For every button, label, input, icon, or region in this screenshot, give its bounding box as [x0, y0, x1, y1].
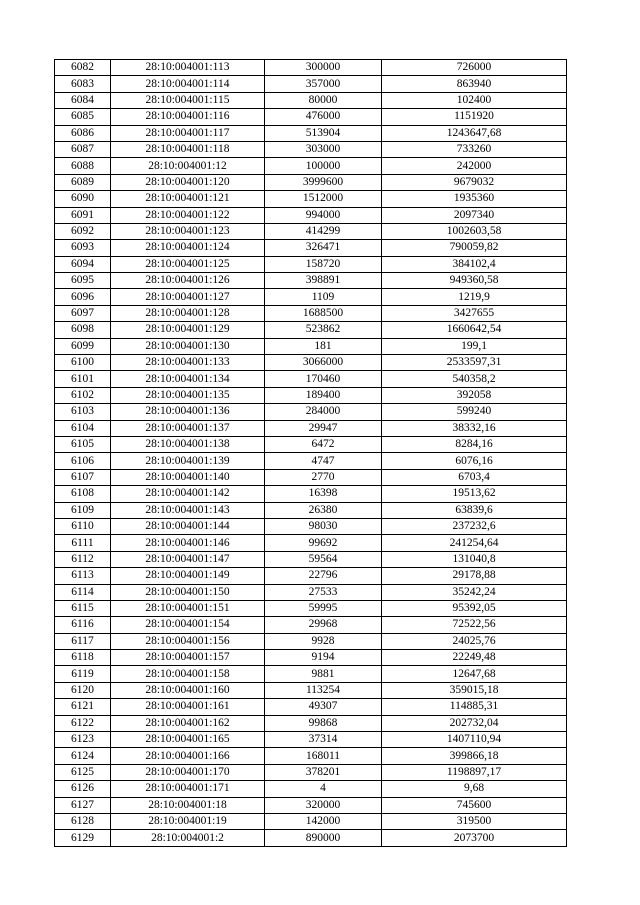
value-cell: 9,68	[382, 781, 567, 797]
area-cell: 9881	[265, 666, 382, 682]
area-cell: 100000	[265, 158, 382, 174]
row-number-cell: 6121	[55, 699, 111, 715]
row-number-cell: 6124	[55, 748, 111, 764]
table-row	[55, 699, 567, 715]
value-cell: 790059,82	[382, 240, 567, 256]
area-cell: 158720	[265, 256, 382, 272]
cadastral-number-cell: 28:10:004001:150	[111, 584, 265, 600]
table-row	[55, 76, 567, 92]
value-cell: 1407110,94	[382, 732, 567, 748]
value-cell: 1219,9	[382, 289, 567, 305]
row-number-cell: 6111	[55, 535, 111, 551]
value-cell: 6703,4	[382, 469, 567, 485]
area-cell: 3999600	[265, 174, 382, 190]
table-row	[55, 273, 567, 289]
area-cell: 1688500	[265, 305, 382, 321]
row-number-cell: 6092	[55, 223, 111, 239]
row-number-cell: 6115	[55, 600, 111, 616]
value-cell: 35242,24	[382, 584, 567, 600]
value-cell: 29178,88	[382, 568, 567, 584]
value-cell: 102400	[382, 92, 567, 108]
table-row	[55, 338, 567, 354]
area-cell: 890000	[265, 830, 382, 846]
cadastral-number-cell: 28:10:004001:171	[111, 781, 265, 797]
cadastral-number-cell: 28:10:004001:116	[111, 109, 265, 125]
table-row	[55, 289, 567, 305]
table-row	[55, 453, 567, 469]
value-cell: 114885,31	[382, 699, 567, 715]
value-cell: 949360,58	[382, 273, 567, 289]
row-number-cell: 6084	[55, 92, 111, 108]
row-number-cell: 6114	[55, 584, 111, 600]
table-body	[55, 60, 567, 847]
value-cell: 733260	[382, 141, 567, 157]
area-cell: 99692	[265, 535, 382, 551]
area-cell: 98030	[265, 518, 382, 534]
area-cell: 326471	[265, 240, 382, 256]
cadastral-number-cell: 28:10:004001:165	[111, 732, 265, 748]
value-cell: 8284,16	[382, 436, 567, 452]
value-cell: 863940	[382, 76, 567, 92]
row-number-cell: 6096	[55, 289, 111, 305]
area-cell: 378201	[265, 764, 382, 780]
area-cell: 4747	[265, 453, 382, 469]
cadastral-number-cell: 28:10:004001:162	[111, 715, 265, 731]
row-number-cell: 6110	[55, 518, 111, 534]
area-cell: 4	[265, 781, 382, 797]
area-cell: 181	[265, 338, 382, 354]
row-number-cell: 6093	[55, 240, 111, 256]
cadastral-number-cell: 28:10:004001:151	[111, 600, 265, 616]
table-row	[55, 256, 567, 272]
value-cell: 392058	[382, 387, 567, 403]
area-cell: 2770	[265, 469, 382, 485]
table-row	[55, 355, 567, 371]
table-row	[55, 486, 567, 502]
row-number-cell: 6117	[55, 633, 111, 649]
value-cell: 1660642,54	[382, 322, 567, 338]
table-row	[55, 305, 567, 321]
area-cell: 513904	[265, 125, 382, 141]
cadastral-number-cell: 28:10:004001:154	[111, 617, 265, 633]
value-cell: 726000	[382, 60, 567, 76]
row-number-cell: 6120	[55, 682, 111, 698]
value-cell: 72522,56	[382, 617, 567, 633]
cadastral-number-cell: 28:10:004001:147	[111, 551, 265, 567]
row-number-cell: 6109	[55, 502, 111, 518]
row-number-cell: 6106	[55, 453, 111, 469]
table-row	[55, 469, 567, 485]
area-cell: 37314	[265, 732, 382, 748]
table-row	[55, 141, 567, 157]
value-cell: 1198897,17	[382, 764, 567, 780]
value-cell: 38332,16	[382, 420, 567, 436]
cadastral-number-cell: 28:10:004001:143	[111, 502, 265, 518]
area-cell: 99868	[265, 715, 382, 731]
table-row	[55, 600, 567, 616]
cadastral-number-cell: 28:10:004001:123	[111, 223, 265, 239]
cadastral-number-cell: 28:10:004001:137	[111, 420, 265, 436]
value-cell: 63839,6	[382, 502, 567, 518]
row-number-cell: 6088	[55, 158, 111, 174]
cadastral-number-cell: 28:10:004001:125	[111, 256, 265, 272]
area-cell: 59564	[265, 551, 382, 567]
area-cell: 523862	[265, 322, 382, 338]
table-row	[55, 715, 567, 731]
row-number-cell: 6118	[55, 650, 111, 666]
row-number-cell: 6089	[55, 174, 111, 190]
value-cell: 95392,05	[382, 600, 567, 616]
area-cell: 1109	[265, 289, 382, 305]
value-cell: 241254,64	[382, 535, 567, 551]
table-row	[55, 633, 567, 649]
cadastral-number-cell: 28:10:004001:115	[111, 92, 265, 108]
row-number-cell: 6095	[55, 273, 111, 289]
area-cell: 29947	[265, 420, 382, 436]
row-number-cell: 6127	[55, 797, 111, 813]
value-cell: 2097340	[382, 207, 567, 223]
area-cell: 113254	[265, 682, 382, 698]
area-cell: 26380	[265, 502, 382, 518]
value-cell: 319500	[382, 813, 567, 829]
row-number-cell: 6097	[55, 305, 111, 321]
table-row	[55, 109, 567, 125]
table-row	[55, 568, 567, 584]
cadastral-number-cell: 28:10:004001:135	[111, 387, 265, 403]
area-cell: 9194	[265, 650, 382, 666]
row-number-cell: 6082	[55, 60, 111, 76]
cadastral-number-cell: 28:10:004001:140	[111, 469, 265, 485]
table-row	[55, 584, 567, 600]
value-cell: 1002603,58	[382, 223, 567, 239]
row-number-cell: 6129	[55, 830, 111, 846]
row-number-cell: 6112	[55, 551, 111, 567]
table-row	[55, 125, 567, 141]
row-number-cell: 6090	[55, 191, 111, 207]
row-number-cell: 6107	[55, 469, 111, 485]
table-row	[55, 240, 567, 256]
row-number-cell: 6122	[55, 715, 111, 731]
table-row	[55, 797, 567, 813]
cadastral-number-cell: 28:10:004001:144	[111, 518, 265, 534]
cadastral-number-cell: 28:10:004001:120	[111, 174, 265, 190]
table-row	[55, 748, 567, 764]
area-cell: 398891	[265, 273, 382, 289]
value-cell: 9679032	[382, 174, 567, 190]
row-number-cell: 6126	[55, 781, 111, 797]
table-row	[55, 387, 567, 403]
value-cell: 242000	[382, 158, 567, 174]
cadastral-number-cell: 28:10:004001:127	[111, 289, 265, 305]
value-cell: 19513,62	[382, 486, 567, 502]
table-row	[55, 502, 567, 518]
table-row	[55, 174, 567, 190]
row-number-cell: 6105	[55, 436, 111, 452]
cadastral-number-cell: 28:10:004001:124	[111, 240, 265, 256]
cadastral-number-cell: 28:10:004001:114	[111, 76, 265, 92]
data-table	[54, 59, 567, 847]
row-number-cell: 6104	[55, 420, 111, 436]
table-row	[55, 617, 567, 633]
table-row	[55, 322, 567, 338]
row-number-cell: 6113	[55, 568, 111, 584]
area-cell: 6472	[265, 436, 382, 452]
area-cell: 168011	[265, 748, 382, 764]
row-number-cell: 6099	[55, 338, 111, 354]
row-number-cell: 6083	[55, 76, 111, 92]
table-row	[55, 764, 567, 780]
value-cell: 1151920	[382, 109, 567, 125]
cadastral-number-cell: 28:10:004001:18	[111, 797, 265, 813]
cadastral-number-cell: 28:10:004001:12	[111, 158, 265, 174]
row-number-cell: 6086	[55, 125, 111, 141]
row-number-cell: 6100	[55, 355, 111, 371]
cadastral-number-cell: 28:10:004001:139	[111, 453, 265, 469]
area-cell: 357000	[265, 76, 382, 92]
area-cell: 300000	[265, 60, 382, 76]
value-cell: 384102,4	[382, 256, 567, 272]
area-cell: 49307	[265, 699, 382, 715]
row-number-cell: 6125	[55, 764, 111, 780]
cadastral-number-cell: 28:10:004001:160	[111, 682, 265, 698]
value-cell: 399866,18	[382, 748, 567, 764]
area-cell: 476000	[265, 109, 382, 125]
row-number-cell: 6123	[55, 732, 111, 748]
table-row	[55, 92, 567, 108]
area-cell: 414299	[265, 223, 382, 239]
row-number-cell: 6119	[55, 666, 111, 682]
area-cell: 320000	[265, 797, 382, 813]
area-cell: 1512000	[265, 191, 382, 207]
row-number-cell: 6108	[55, 486, 111, 502]
table-row	[55, 551, 567, 567]
cadastral-number-cell: 28:10:004001:128	[111, 305, 265, 321]
area-cell: 9928	[265, 633, 382, 649]
value-cell: 2073700	[382, 830, 567, 846]
table-row	[55, 535, 567, 551]
value-cell: 1935360	[382, 191, 567, 207]
area-cell: 994000	[265, 207, 382, 223]
row-number-cell: 6103	[55, 404, 111, 420]
area-cell: 80000	[265, 92, 382, 108]
cadastral-number-cell: 28:10:004001:157	[111, 650, 265, 666]
area-cell: 142000	[265, 813, 382, 829]
value-cell: 6076,16	[382, 453, 567, 469]
table-row	[55, 436, 567, 452]
row-number-cell: 6091	[55, 207, 111, 223]
area-cell: 59995	[265, 600, 382, 616]
table-row	[55, 371, 567, 387]
value-cell: 12647,68	[382, 666, 567, 682]
table-row	[55, 518, 567, 534]
cadastral-number-cell: 28:10:004001:156	[111, 633, 265, 649]
cadastral-number-cell: 28:10:004001:166	[111, 748, 265, 764]
table-row	[55, 813, 567, 829]
row-number-cell: 6094	[55, 256, 111, 272]
value-cell: 24025,76	[382, 633, 567, 649]
value-cell: 2533597,31	[382, 355, 567, 371]
cadastral-number-cell: 28:10:004001:126	[111, 273, 265, 289]
cadastral-number-cell: 28:10:004001:142	[111, 486, 265, 502]
value-cell: 199,1	[382, 338, 567, 354]
cadastral-number-cell: 28:10:004001:113	[111, 60, 265, 76]
row-number-cell: 6087	[55, 141, 111, 157]
value-cell: 1243647,68	[382, 125, 567, 141]
table-row	[55, 207, 567, 223]
table-row	[55, 682, 567, 698]
area-cell: 189400	[265, 387, 382, 403]
value-cell: 599240	[382, 404, 567, 420]
value-cell: 359015,18	[382, 682, 567, 698]
table-row	[55, 732, 567, 748]
row-number-cell: 6102	[55, 387, 111, 403]
row-number-cell: 6098	[55, 322, 111, 338]
value-cell: 22249,48	[382, 650, 567, 666]
cadastral-number-cell: 28:10:004001:170	[111, 764, 265, 780]
row-number-cell: 6101	[55, 371, 111, 387]
row-number-cell: 6116	[55, 617, 111, 633]
area-cell: 303000	[265, 141, 382, 157]
table-row	[55, 60, 567, 76]
value-cell: 745600	[382, 797, 567, 813]
cadastral-number-cell: 28:10:004001:130	[111, 338, 265, 354]
value-cell: 540358,2	[382, 371, 567, 387]
cadastral-number-cell: 28:10:004001:136	[111, 404, 265, 420]
table-row	[55, 666, 567, 682]
value-cell: 3427655	[382, 305, 567, 321]
cadastral-number-cell: 28:10:004001:149	[111, 568, 265, 584]
area-cell: 284000	[265, 404, 382, 420]
table-row	[55, 420, 567, 436]
cadastral-number-cell: 28:10:004001:121	[111, 191, 265, 207]
value-cell: 202732,04	[382, 715, 567, 731]
table-row	[55, 781, 567, 797]
table-row	[55, 158, 567, 174]
value-cell: 237232,6	[382, 518, 567, 534]
row-number-cell: 6085	[55, 109, 111, 125]
value-cell: 131040,8	[382, 551, 567, 567]
area-cell: 22796	[265, 568, 382, 584]
cadastral-number-cell: 28:10:004001:2	[111, 830, 265, 846]
area-cell: 3066000	[265, 355, 382, 371]
row-number-cell: 6128	[55, 813, 111, 829]
area-cell: 27533	[265, 584, 382, 600]
table-row	[55, 404, 567, 420]
cadastral-number-cell: 28:10:004001:133	[111, 355, 265, 371]
cadastral-number-cell: 28:10:004001:134	[111, 371, 265, 387]
cadastral-number-cell: 28:10:004001:129	[111, 322, 265, 338]
area-cell: 170460	[265, 371, 382, 387]
table-row	[55, 830, 567, 846]
cadastral-number-cell: 28:10:004001:138	[111, 436, 265, 452]
table-row	[55, 650, 567, 666]
area-cell: 29968	[265, 617, 382, 633]
area-cell: 16398	[265, 486, 382, 502]
cadastral-number-cell: 28:10:004001:158	[111, 666, 265, 682]
cadastral-number-cell: 28:10:004001:146	[111, 535, 265, 551]
cadastral-number-cell: 28:10:004001:161	[111, 699, 265, 715]
table-row	[55, 191, 567, 207]
cadastral-number-cell: 28:10:004001:117	[111, 125, 265, 141]
cadastral-number-cell: 28:10:004001:118	[111, 141, 265, 157]
cadastral-number-cell: 28:10:004001:19	[111, 813, 265, 829]
cadastral-number-cell: 28:10:004001:122	[111, 207, 265, 223]
table-row	[55, 223, 567, 239]
